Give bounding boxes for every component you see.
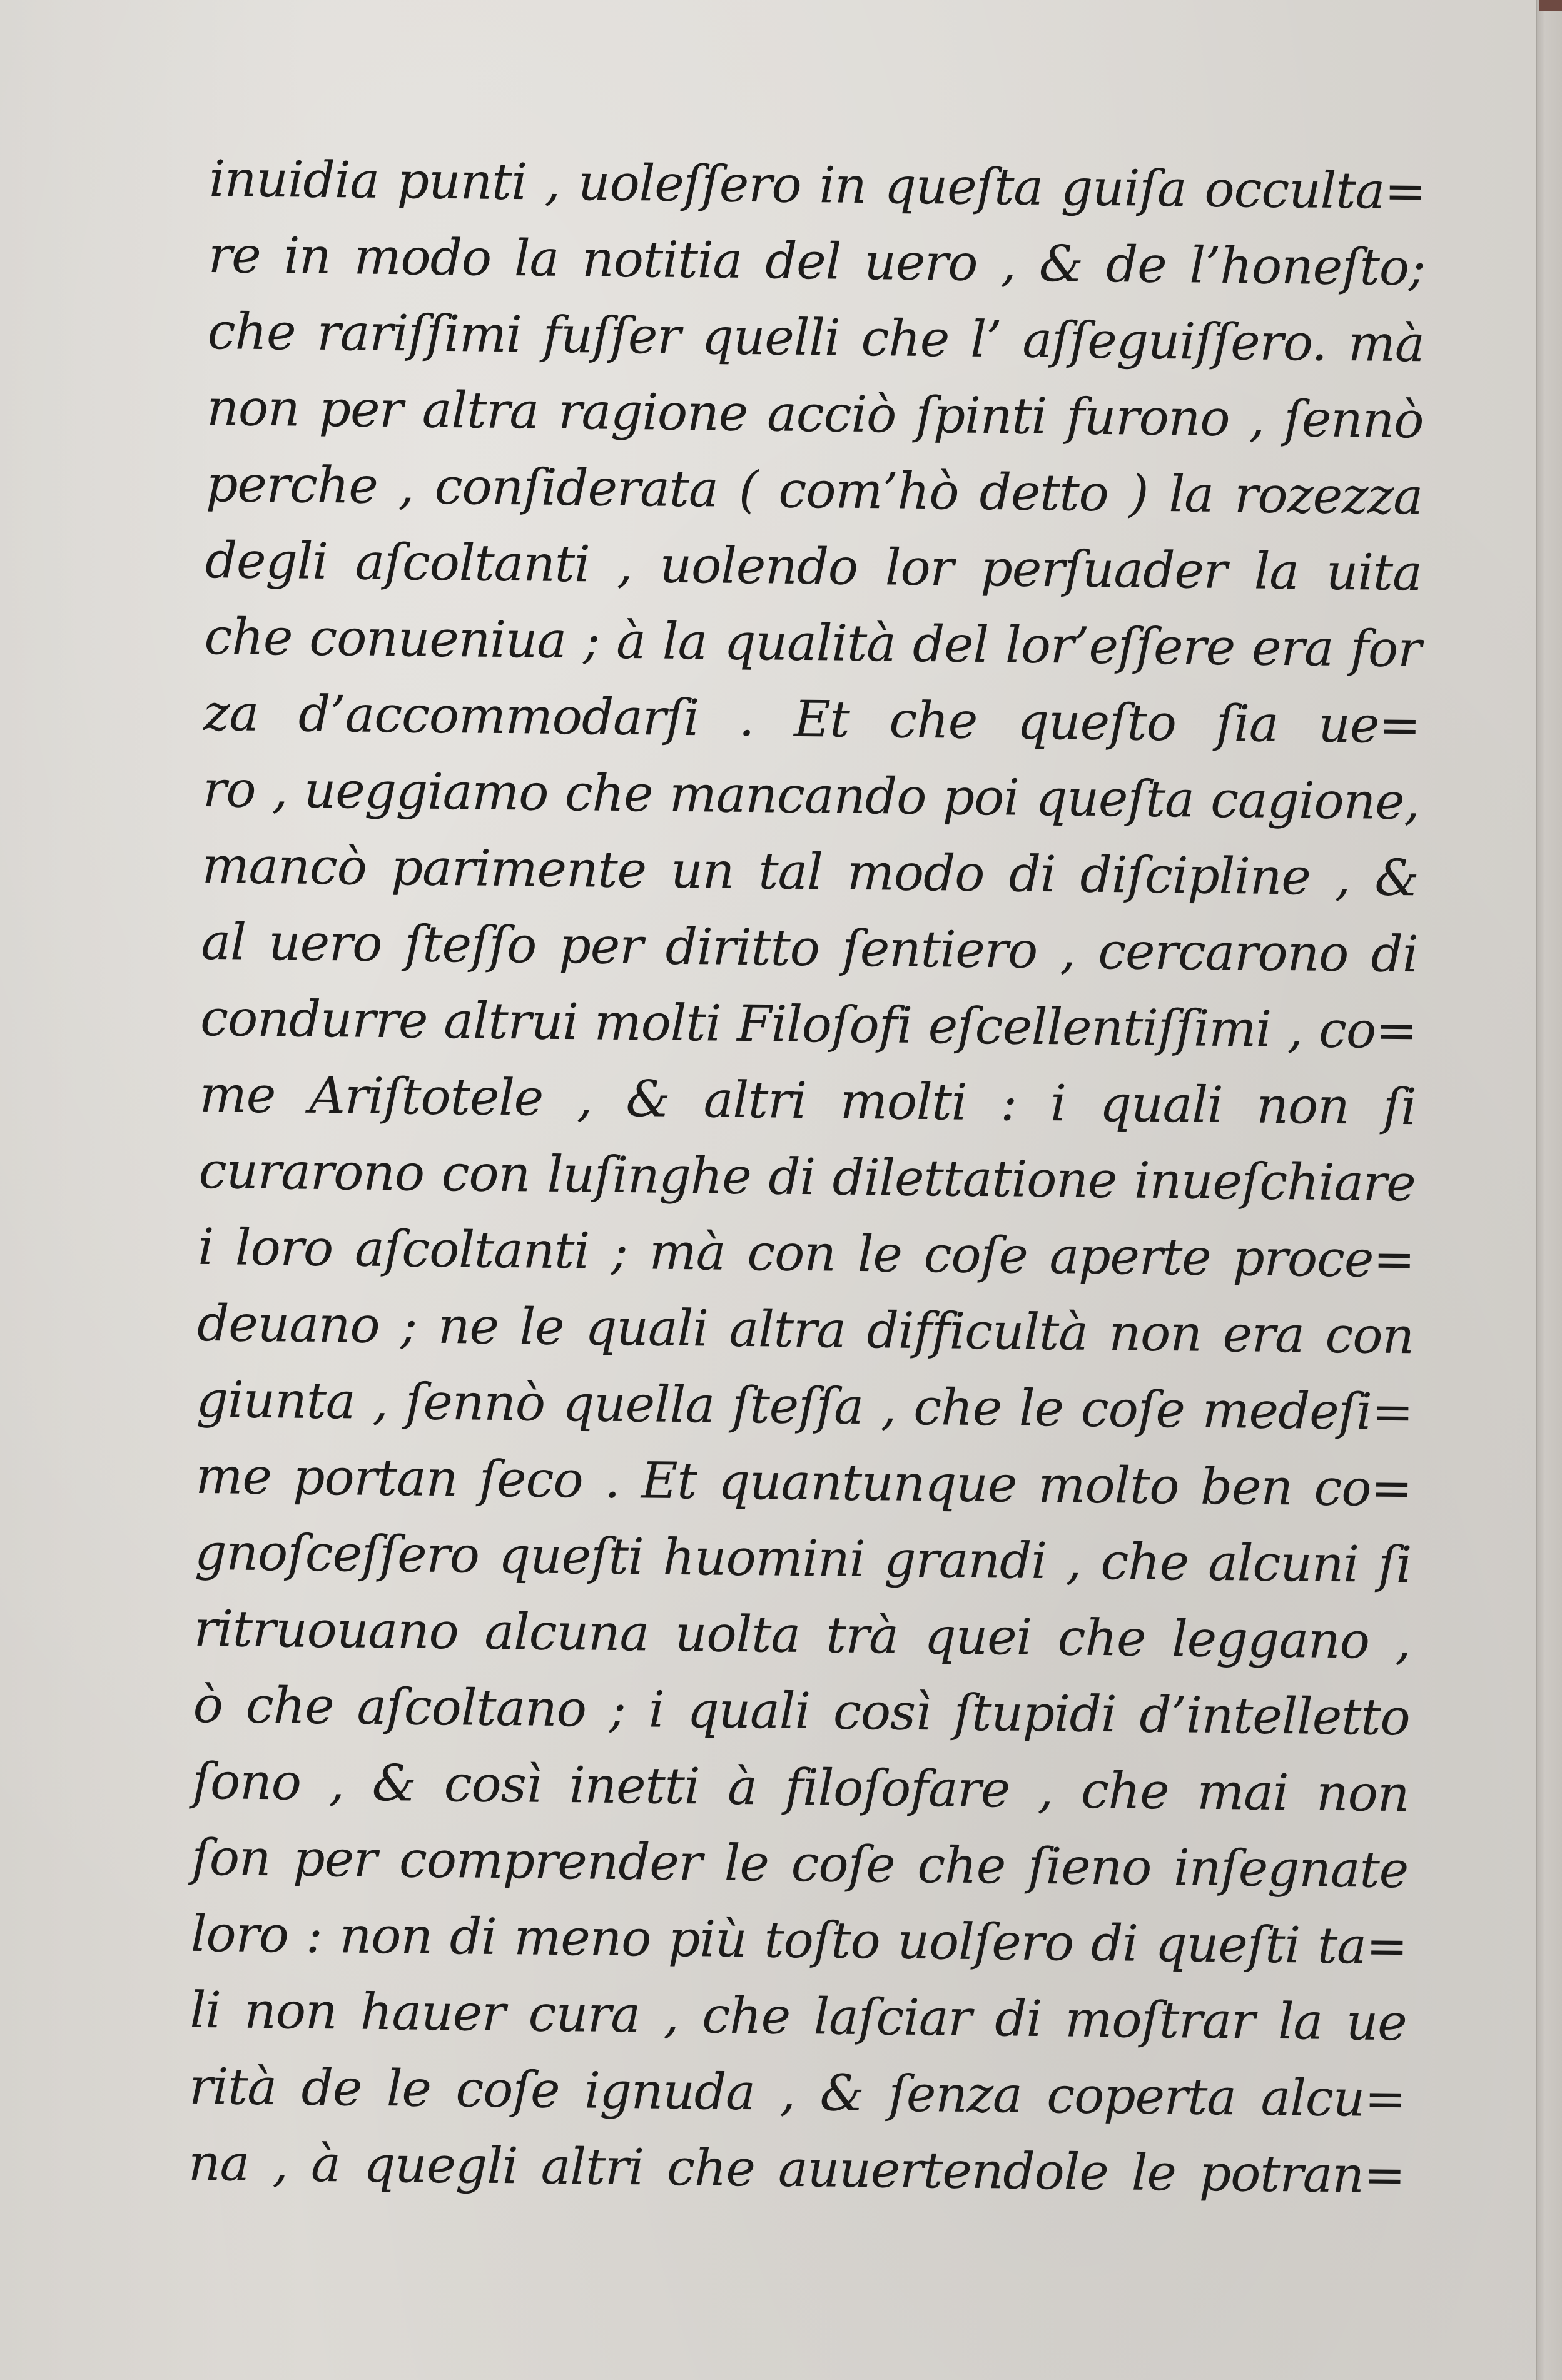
text-line: ritruouano alcuna uolta trà quei che leggano ,: [193, 1599, 1411, 1671]
text-line: me Ariſtotele , & altri molti : i quali non ſi: [199, 1065, 1417, 1137]
text-line: che rariſſimi fuſſer quelli che l’ aſſeguiſſero. mà: [207, 301, 1425, 373]
page-edge: [1536, 0, 1562, 2380]
background-corner: [1539, 0, 1562, 11]
text-line: re in modo la notitia del uero , & de l’honeſto;: [208, 225, 1426, 297]
text-line: giunta , ſennò quella ſteſſa , che le coſe medeſi=: [196, 1370, 1414, 1442]
text-line: ſono , & così inetti à filoſofare , che mai non: [192, 1751, 1409, 1823]
text-line: ro , ueggiamo che mancando poi queſta cagione,: [202, 759, 1420, 831]
text-line: perche , conſiderata ( com’hò detto ) la rozezza: [205, 454, 1423, 526]
text-line: i loro aſcoltanti ; mà con le coſe aperte proce=: [197, 1217, 1415, 1289]
text-line: inuidia punti , uoleſſero in queſta guiſa occulta=: [208, 149, 1426, 221]
text-line: li non hauer cura , che laſciar di moſtrar la ue: [190, 1980, 1407, 2052]
text-line: mancò parimente un tal modo di diſcipline , &: [201, 836, 1419, 908]
text-line: condurre altrui molti Filoſofi eſcellentiſſimi , co=: [200, 988, 1417, 1060]
text-line: non per altra ragione acciò ſpinti furono , ſennò: [206, 378, 1424, 450]
text-line: gnoſceſſero queſti huomini grandi , che alcuni ſi: [194, 1522, 1412, 1594]
text-line: ſon per comprender le coſe che ſieno inſegnate: [191, 1828, 1409, 1900]
text-line: za d’accommodarſi . Et che queſto ſia ue=: [203, 683, 1421, 755]
text-line: che conueniua ; à la qualità del lor’eſſere era for: [204, 607, 1422, 679]
text-line: na , à quegli altri che auuertendole le potran=: [188, 2133, 1406, 2205]
text-line: deuano ; ne le quali altra difficultà non era con: [196, 1294, 1414, 1365]
text-line: al uero ſteſſo per diritto ſentiero , cercarono di: [201, 912, 1418, 984]
text-line: rità de le coſe ignuda , & ſenza coperta alcu=: [188, 2057, 1406, 2129]
text-line: ò che aſcoltano ; i quali così ſtupidi d’intelletto: [193, 1675, 1411, 1747]
text-line: me portan ſeco . Et quantunque molto ben co=: [195, 1446, 1413, 1518]
text-line: loro : non di meno più toſto uolſero di queſti ta=: [190, 1904, 1408, 1976]
body-text: [188, 141, 1426, 2214]
text-line: degli aſcoltanti , uolendo lor perſuader la uita: [205, 530, 1423, 602]
text-line: curarono con luſinghe di dilettatione inueſchiare: [198, 1141, 1416, 1213]
